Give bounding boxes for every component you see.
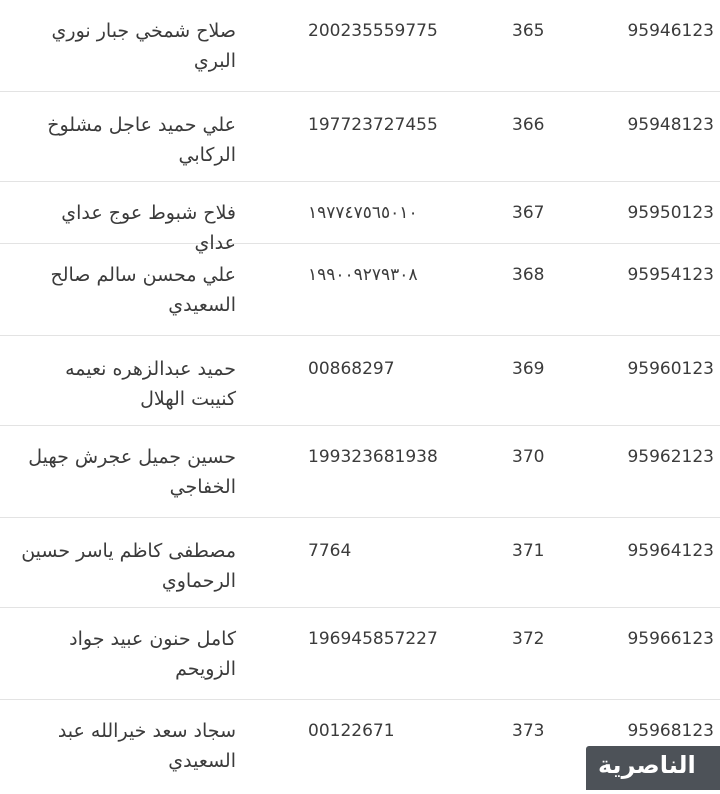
row-code: 95946123 [627,21,714,41]
row-sequence: 373 [512,721,545,741]
row-name: علي محسن سالم صالح السعيدي [50,264,236,316]
row-name: حسين جميل عجرش جهيل الخفاجي [28,446,236,498]
table-row [0,336,720,426]
row-name: مصطفى كاظم ياسر حسين الرحماوي [21,540,236,592]
row-name: حميد عبدالزهره نعيمه كنيبت الهلال [65,358,236,410]
row-id-number: 00868297 [308,359,395,379]
logo-text: الناصرية [598,751,696,779]
row-sequence: 365 [512,21,545,41]
row-name: علي حميد عاجل مشلوخ الركابي [47,114,236,166]
table-row [0,92,720,182]
row-code: 95960123 [627,359,714,379]
table-row [0,182,720,254]
row-id-number: 7764 [308,541,352,561]
row-code: 95962123 [627,447,714,467]
row-id-number: 199323681938 [308,447,438,467]
row-sequence: 372 [512,629,545,649]
row-id-number: 197723727455 [308,115,438,135]
row-name: فلاح شبوط عوج عداي عداي [61,202,236,254]
table-row [0,518,720,608]
table-row [0,426,720,518]
row-code: 95964123 [627,541,714,561]
row-name: سجاد سعد خيرالله عبد السعيدي [57,720,236,772]
table-row [0,0,720,92]
row-code: 95950123 [627,203,714,223]
row-sequence: 368 [512,265,545,285]
row-id-number: ١٩٩٠٠٩٢٧٩٣٠٨ [308,265,418,285]
row-sequence: 366 [512,115,545,135]
row-code: 95968123 [627,721,714,741]
row-sequence: 370 [512,447,545,467]
row-code: 95966123 [627,629,714,649]
table-row [0,608,720,700]
row-code: 95954123 [627,265,714,285]
row-sequence: 369 [512,359,545,379]
row-sequence: 371 [512,541,545,561]
row-sequence: 367 [512,203,545,223]
watermark-logo [586,746,720,790]
row-id-number: 196945857227 [308,629,438,649]
row-id-number: 00122671 [308,721,395,741]
row-name: كامل حنون عبيد جواد الزويحم [69,628,236,680]
row-name: صلاح شمخي جبار نوري البري [51,20,236,72]
row-id-number: ١٩٧٧٤٧٥٦٥٠١٠ [308,203,418,223]
table-row [0,244,720,336]
row-id-number: 200235559775 [308,21,438,41]
row-code: 95948123 [627,115,714,135]
